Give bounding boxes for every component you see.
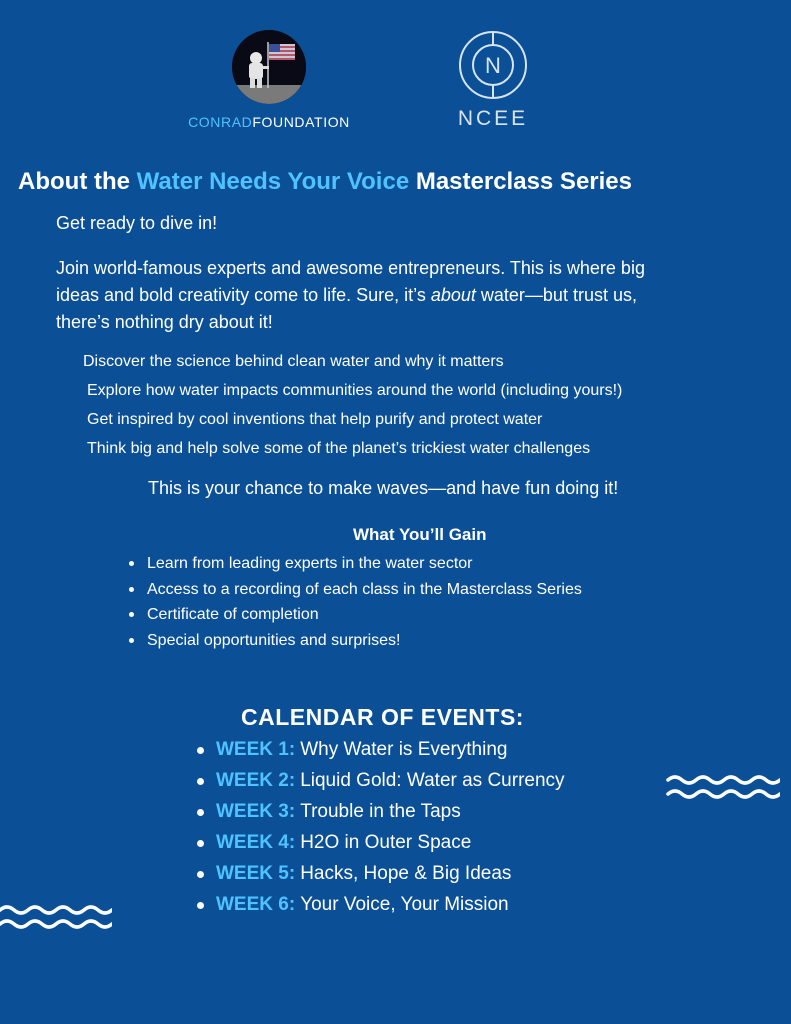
gain-title: What You’ll Gain — [353, 525, 487, 544]
body-paragraph: Join world-famous experts and awesome entrepreneurs. This is where big ideas and bold creativity come to life. Sure, it’s about water—but trust us, there’s nothing dry about it! — [56, 258, 645, 332]
week-label: WEEK 4: — [216, 832, 296, 853]
list-item: Get inspired by cool inventions that help purify and protect water — [87, 411, 543, 428]
list-item: Certificate of completion — [128, 602, 582, 628]
calendar-item — [196, 858, 565, 889]
intro-text: Get ready to dive in! — [56, 213, 218, 233]
week-label: WEEK 1: — [216, 739, 296, 760]
calendar-item — [196, 796, 565, 827]
ncee-logo — [448, 30, 538, 130]
ncee-wordmark: NCEE — [457, 107, 529, 130]
calendar-list — [196, 734, 565, 920]
week-topic: Liquid Gold: Water as Currency — [300, 770, 565, 791]
list-item: Discover the science behind clean water and why it matters — [83, 353, 504, 370]
conrad-foundation-logo — [178, 30, 360, 130]
calendar-item — [196, 827, 565, 858]
week-topic: Trouble in the Taps — [300, 801, 461, 822]
list-item: Access to a recording of each class in the Masterclass Series — [128, 577, 582, 603]
wave-decoration-icon — [666, 772, 780, 802]
astronaut-flag-icon — [232, 30, 306, 104]
wave-decoration-icon — [0, 902, 112, 932]
list-item: Explore how water impacts communities around the world (including yours!) — [87, 382, 623, 399]
svg-text:N: N — [485, 53, 501, 78]
week-topic: Why Water is Everything — [300, 739, 508, 760]
week-topic: Your Voice, Your Mission — [300, 894, 509, 915]
week-topic: Hacks, Hope & Big Ideas — [300, 863, 512, 884]
week-label: WEEK 6: — [216, 894, 296, 915]
week-label: WEEK 5: — [216, 863, 296, 884]
list-item: Learn from leading experts in the water sector — [128, 551, 582, 577]
calendar-item — [196, 765, 565, 796]
week-topic: H2O in Outer Space — [300, 832, 472, 853]
calendar-item — [196, 734, 565, 765]
week-label: WEEK 2: — [216, 770, 296, 791]
page-title: About the Water Needs Your Voice Masterclass Series — [18, 168, 632, 195]
calendar-item — [196, 889, 565, 920]
calendar-title: CALENDAR OF EVENTS: — [241, 704, 524, 730]
conrad-wordmark: CONRADFOUNDATION — [188, 114, 350, 130]
week-label: WEEK 3: — [216, 801, 296, 822]
list-item: Special opportunities and surprises! — [128, 628, 582, 654]
tagline: This is your chance to make waves—and have fun doing it! — [148, 478, 619, 498]
list-item: Think big and help solve some of the planet’s trickiest water challenges — [87, 440, 591, 457]
gain-list — [128, 551, 582, 653]
ncee-emblem-icon — [453, 30, 533, 100]
